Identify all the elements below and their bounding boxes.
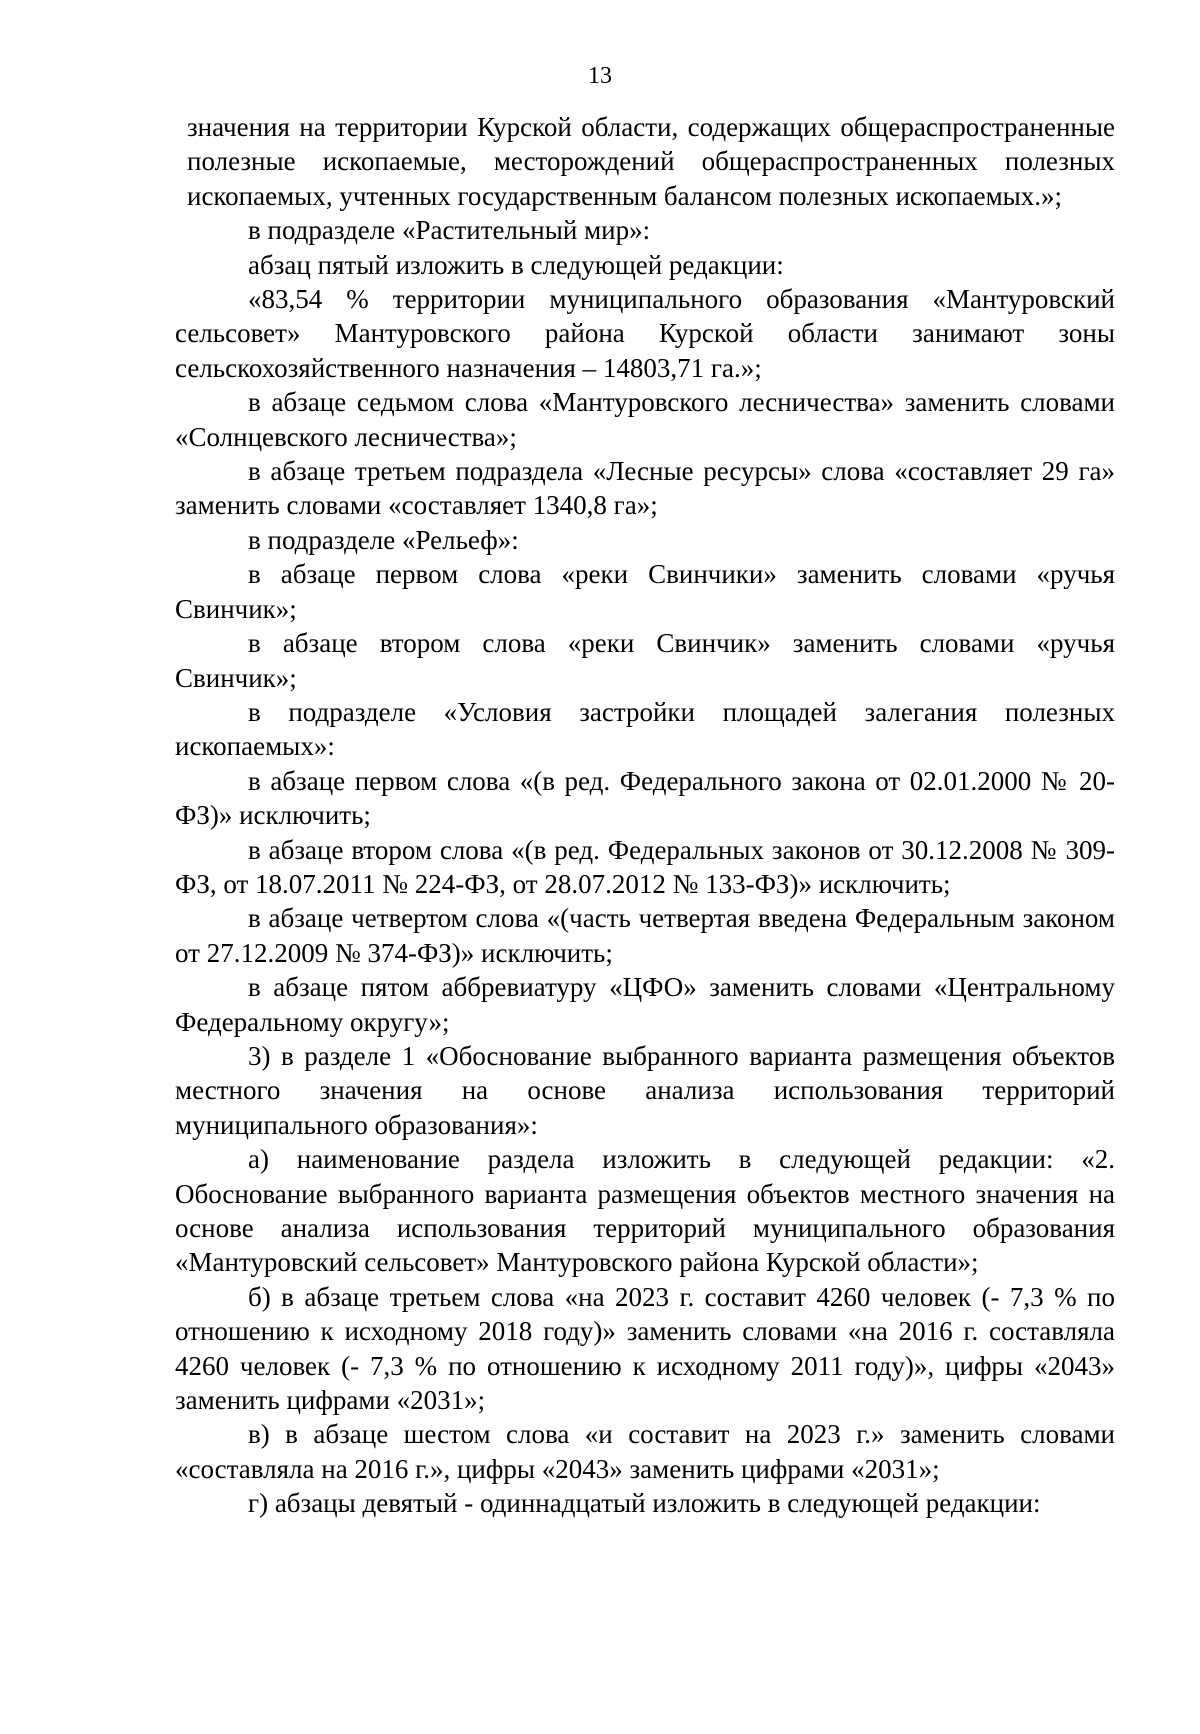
paragraph-building-conditions: в подразделе «Условия застройки площадей залегания полезных ископаемых»: <box>175 696 1115 762</box>
paragraph-relief-second: в абзаце втором слова «реки Свинчик» заменить словами «ручья Свинчик»; <box>175 628 1115 693</box>
paragraph-item-a: а) наименование раздела изложить в следующей редакции: «2. Обоснование выбранного варианта размещения объектов местного значения на основе анализа использования территорий муниципального образования «Мантуровский сельсовет» Мантуровского района Курской области»; <box>175 1144 1115 1278</box>
paragraph-relief-first: в абзаце первом слова «реки Свинчики» заменить словами «ручья Свинчик»; <box>175 559 1115 624</box>
page-number: 13 <box>588 63 612 89</box>
paragraph-law-first: в абзаце первом слова «(в ред. Федерального закона от 02.01.2000 № 20-ФЗ)» исключить; <box>175 765 1115 831</box>
paragraph-item-b: б) в абзаце третьем слова «на 2023 г. составит 4260 человек (- 7,3 % по отношению к исходному 2018 году)» заменить словами «на 2016 г. составляла 4260 человек (- 7,3 % по отношению к исходному 2011 году)», цифры «2043» заменить цифрами «2031»; <box>175 1281 1115 1416</box>
paragraph-quote-territory: «83,54 % территории муниципального образования «Мантуровский сельсовет» Мантуровского района Курской области занимают зоны сельскохозяйственного назначения – 14803,71 га.»; <box>175 284 1115 383</box>
paragraph-relief-subsection: в подразделе «Рельеф»: <box>248 524 519 555</box>
paragraph-continuation: значения на территории Курской области, содержащих общераспространенные полезные ископаемые, месторождений общераспространенных полезных ископаемых, учтенных государственным балансом полезных ископаемых.»; <box>187 112 1115 211</box>
paragraph-item-g: г) абзацы девятый - одиннадцатый изложить в следующей редакции: <box>248 1488 1041 1519</box>
paragraph-section-3: 3) в разделе 1 «Обоснование выбранного варианта размещения объектов местного значения на основе анализа использования территорий муниципального образования»: <box>175 1040 1115 1140</box>
document-body <box>175 110 1115 1521</box>
paragraph-fifth-abzac: абзац пятый изложить в следующей редакции: <box>248 249 784 280</box>
paragraph-law-second: в абзаце втором слова «(в ред. Федеральных законов от 30.12.2008 № 309-ФЗ, от 18.07.2011 № 224-ФЗ, от 28.07.2012 № 133-ФЗ)» исключить; <box>175 834 1115 899</box>
paragraph-plant-world-subsection: в подразделе «Растительный мир»: <box>248 215 651 246</box>
paragraph-seventh-abzac: в абзаце седьмом слова «Мантуровского лесничества» заменить словами «Солнцевского лесничества»; <box>175 387 1115 452</box>
paragraph-cfo-replacement: в абзаце пятом аббревиатуру «ЦФО» заменить словами «Центральному Федеральному округу»; <box>175 972 1115 1037</box>
paragraph-law-fourth: в абзаце четвертом слова «(часть четвертая введена Федеральным законом от 27.12.2009 № 374-ФЗ)» исключить; <box>175 903 1115 968</box>
paragraph-item-v: в) в абзаце шестом слова «и составит на 2023 г.» заменить словами «составляла на 2016 г.», цифры «2043» заменить цифрами «2031»; <box>175 1419 1115 1484</box>
paragraph-forest-resources: в абзаце третьем подраздела «Лесные ресурсы» слова «составляет 29 га» заменить словами «составляет 1340,8 га»; <box>175 456 1115 521</box>
